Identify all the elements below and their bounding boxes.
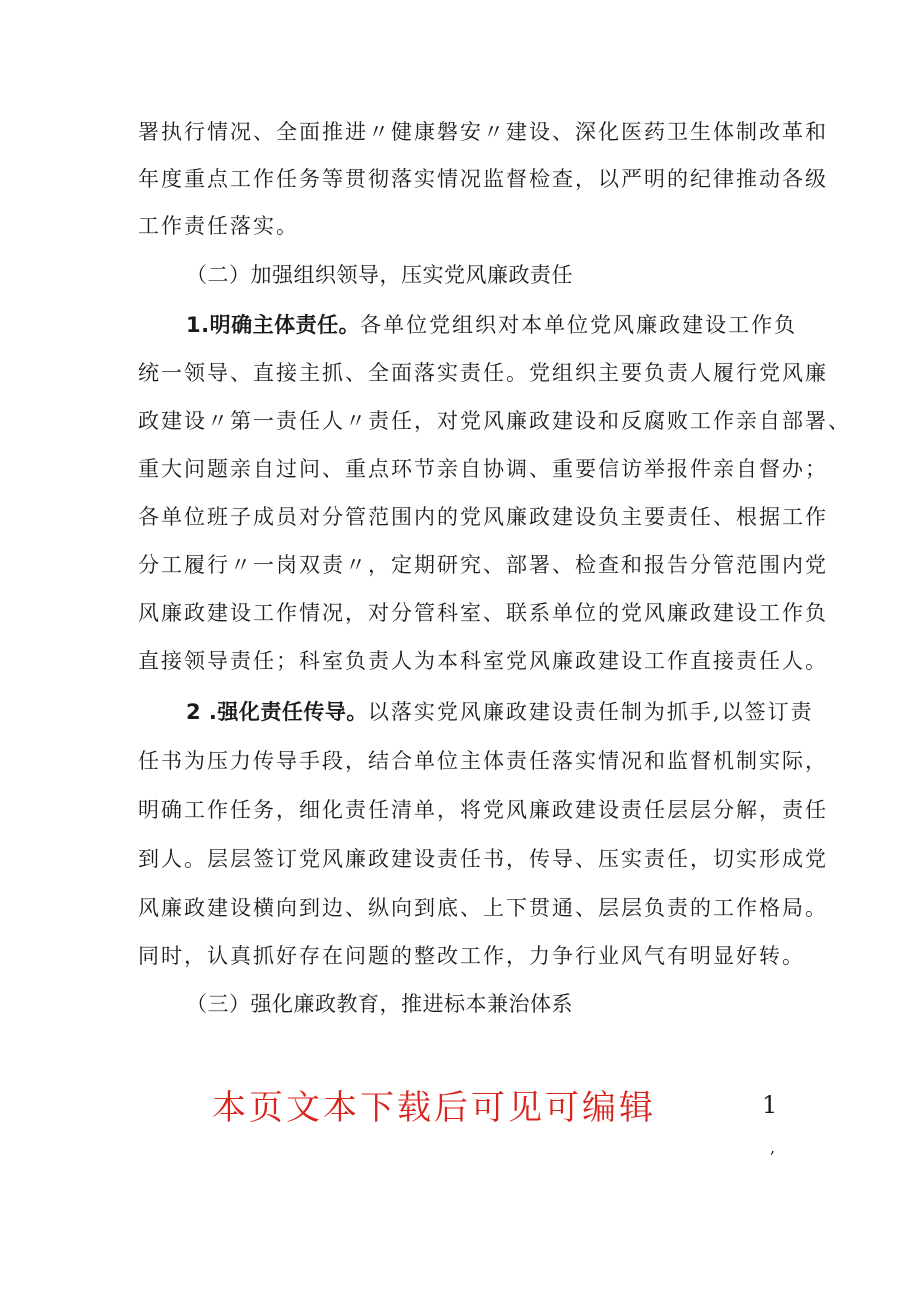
item-2-line-4: 风廉政建设横向到边、纵向到底、上下贯通、层层负责的工作格局。 <box>138 896 828 920</box>
item-1-lead: 1.明确主体责任。 <box>186 313 361 337</box>
item-1-line-5: 分工履行〃一岗双责〃，定期研究、部署、检查和报告分管范围内党 <box>138 553 828 577</box>
item-1-line-3: 重大问题亲自过问、重点环节亲自协调、重要信访举报件亲自督办； <box>138 457 828 481</box>
section-heading-3: （三）强化廉政教育，推进标本兼治体系 <box>186 992 573 1016</box>
item-2-lead: 2 .强化责任传导。 <box>186 700 368 724</box>
item-2-first-line <box>186 697 846 727</box>
item-1-first-line-text: 各单位党组织对本单位党风廉政建设工作负 <box>360 313 798 337</box>
section-heading-2: （二）加强组织领导，压实党风廉政责任 <box>186 263 573 287</box>
item-2-first-line-text: 以落实党风廉政建设责任制为抓手,以签订责 <box>367 700 814 724</box>
item-1-line-6: 风廉政建设工作情况，对分管科室、联系单位的党风廉政建设工作负 <box>138 601 828 625</box>
para-top-line-2: 年度重点工作任务等贯彻落实情况监督检查，以严明的纪律推动各级 <box>138 167 828 191</box>
item-1-line-2: 政建设〃第一责任人〃责任，对党风廉政建设和反腐败工作亲自部署、 <box>138 409 851 433</box>
item-1-line-7: 直接领导责任；科室负责人为本科室党风廉政建设工作直接责任人。 <box>138 649 828 673</box>
item-2-line-1: 任书为压力传导手段，结合单位主体责任落实情况和监督机制实际， <box>138 749 828 773</box>
item-2-line-5: 同时，认真抓好存在问题的整改工作，力争行业风气有明显好转。 <box>138 944 805 968</box>
item-1-line-1: 统一领导、直接主抓、全面落实责任。党组织主要负责人履行党风廉 <box>138 361 828 385</box>
item-2-line-3: 到人。层层签订党风廉政建设责任书，传导、压实责任，切实形成党 <box>138 847 828 871</box>
para-top-line-1: 署执行情况、全面推进〃健康磐安〃建设、深化医药卫生体制改革和 <box>138 120 828 144</box>
item-1-line-4: 各单位班子成员对分管范围内的党风廉政建设负主要责任、根据工作 <box>138 505 828 529</box>
item-1-first-line <box>186 310 846 340</box>
page-number: 1 <box>762 1091 778 1119</box>
page-mark: , <box>770 1138 776 1157</box>
download-watermark-text: 本页文本下载后可见可编辑 <box>212 1088 656 1128</box>
para-top-line-3: 工作责任落实。 <box>138 214 299 238</box>
item-2-line-2: 明确工作任务，细化责任清单，将党风廉政建设责任层层分解，责任 <box>138 798 828 822</box>
